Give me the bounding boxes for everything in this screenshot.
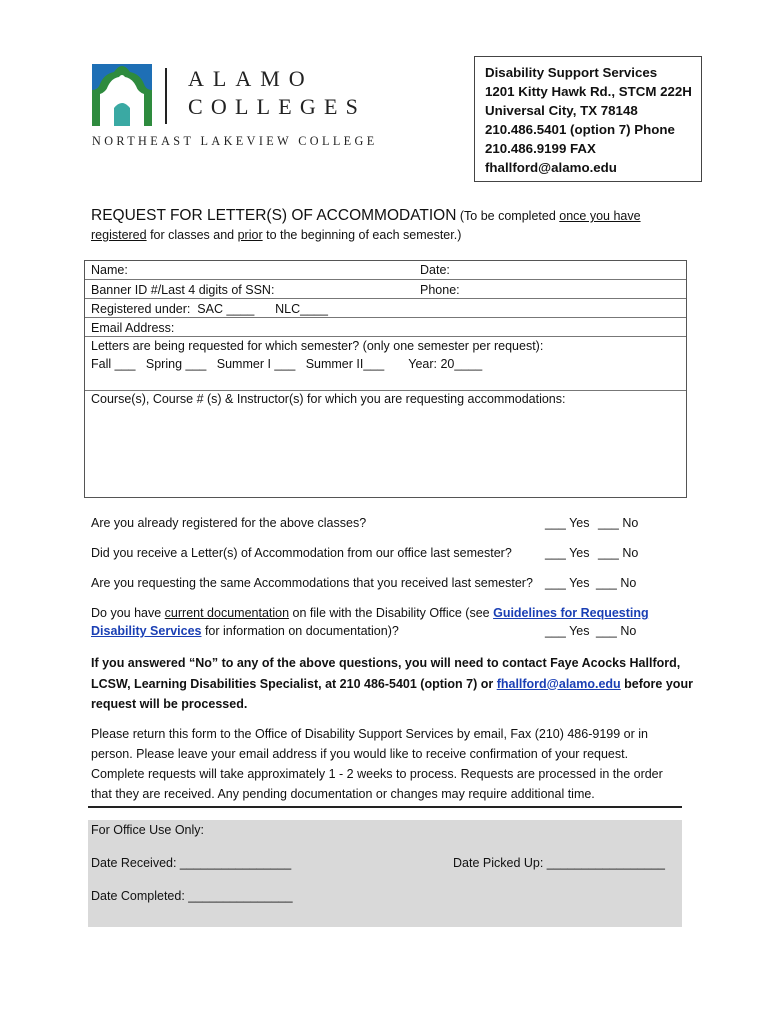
office-use-box bbox=[88, 820, 682, 927]
notice-line1: If you answered “No” to any of the above questions, you will need to contact Faye Acocks Hallford, bbox=[91, 656, 681, 670]
title-u1: once you have bbox=[559, 209, 641, 223]
semester-question: Letters are being requested for which semester? (only one semester per request): bbox=[91, 339, 544, 353]
instructions-paragraph bbox=[91, 724, 691, 804]
contact-address1: 1201 Kitty Hawk Rd., STCM 222H bbox=[485, 84, 692, 99]
contact-email: fhallford@alamo.edu bbox=[485, 160, 617, 175]
banner-id-field[interactable]: Banner ID #/Last 4 digits of SSN: bbox=[91, 283, 275, 297]
notice-line2 bbox=[91, 674, 691, 695]
notice-paragraph bbox=[91, 653, 691, 715]
alamo-colleges-logo bbox=[92, 64, 392, 154]
question-documentation-line2 bbox=[91, 624, 399, 638]
separator-line bbox=[88, 806, 682, 808]
title-p1: (To be completed bbox=[456, 209, 560, 223]
q4-p3: for information on documentation)? bbox=[201, 624, 399, 638]
title-p4: to the beginning of each semester.) bbox=[262, 228, 462, 242]
semester-options[interactable]: Fall ___ Spring ___ Summer I ___ Summer II___ Year: 20____ bbox=[91, 357, 483, 371]
registered-under-field[interactable]: Registered under: SAC ____ NLC____ bbox=[91, 302, 328, 316]
date-field[interactable]: Date: bbox=[420, 263, 450, 277]
instructions-line4: that they are received. Any pending documentation or changes may require additional time. bbox=[91, 787, 595, 801]
notice-line2a: LCSW, Learning Disabilities Specialist, at 210 486-5401 (option 7) or bbox=[91, 676, 497, 691]
question-same-accommodations: Are you requesting the same Accommodations that you received last semester? bbox=[91, 576, 533, 590]
form-title bbox=[91, 206, 691, 245]
logo-name-alamo: ALAMO bbox=[188, 66, 314, 91]
row-name-date bbox=[85, 261, 686, 280]
date-completed-field[interactable]: Date Completed: _______________ bbox=[91, 889, 293, 903]
contact-box bbox=[474, 56, 702, 182]
notice-line3: request will be processed. bbox=[91, 697, 248, 711]
question-documentation-no[interactable]: ___ No bbox=[596, 624, 637, 638]
disability-services-link[interactable]: Disability Services bbox=[91, 624, 202, 638]
phone-field[interactable]: Phone: bbox=[420, 283, 460, 297]
q4-current-documentation: current documentation bbox=[164, 606, 290, 620]
contact-address2: Universal City, TX 78148 bbox=[485, 103, 638, 118]
q4-p1: Do you have bbox=[91, 606, 165, 620]
question-documentation bbox=[91, 606, 649, 620]
instructions-line3: Complete requests will take approximately 1 - 2 weeks to process. Requests are processed in the order bbox=[91, 767, 663, 781]
contact-office: Disability Support Services bbox=[485, 65, 658, 80]
date-picked-up-field[interactable]: Date Picked Up: _________________ bbox=[453, 856, 665, 870]
row-email bbox=[85, 318, 686, 337]
title-p3: for classes and bbox=[146, 228, 238, 242]
question-same-accommodations-no[interactable]: ___ No bbox=[596, 576, 637, 590]
question-registered-no[interactable]: ___ No bbox=[598, 516, 639, 530]
email-field[interactable]: Email Address: bbox=[91, 321, 175, 335]
question-documentation-yes[interactable]: ___ Yes bbox=[545, 624, 590, 638]
title-main: REQUEST FOR LETTER(S) OF ACCOMMODATION bbox=[91, 207, 457, 224]
q4-p2: on file with the Disability Office (see bbox=[289, 606, 494, 620]
question-received-letter: Did you receive a Letter(s) of Accommodation from our office last semester? bbox=[91, 546, 512, 560]
logo-divider bbox=[165, 68, 167, 124]
alamo-mission-logo-icon bbox=[92, 64, 152, 126]
question-same-accommodations-yes[interactable]: ___ Yes bbox=[545, 576, 590, 590]
student-info-table bbox=[84, 260, 687, 498]
name-field[interactable]: Name: bbox=[91, 263, 128, 277]
guidelines-link[interactable]: Guidelines for Requesting bbox=[493, 606, 649, 620]
title-u2: registered bbox=[91, 228, 147, 242]
contact-fax: 210.486.9199 FAX bbox=[485, 141, 596, 156]
logo-name-colleges: COLLEGES bbox=[188, 94, 367, 119]
question-registered-yes[interactable]: ___ Yes bbox=[545, 516, 590, 530]
notice-email-link[interactable]: fhallford@alamo.edu bbox=[496, 676, 621, 691]
logo-college-name: NORTHEAST LAKEVIEW COLLEGE bbox=[92, 134, 378, 148]
question-received-letter-no[interactable]: ___ No bbox=[598, 546, 639, 560]
question-registered: Are you already registered for the above classes? bbox=[91, 516, 367, 530]
courses-field[interactable]: Course(s), Course # (s) & Instructor(s) for which you are requesting accommodations: bbox=[91, 392, 566, 406]
instructions-line2: person. Please leave your email address if you would like to receive confirmation of your request. bbox=[91, 747, 629, 761]
notice-line2b: before your bbox=[620, 676, 693, 691]
date-received-field[interactable]: Date Received: ________________ bbox=[91, 856, 292, 870]
office-use-title: For Office Use Only: bbox=[91, 823, 204, 837]
title-u3: prior bbox=[237, 228, 263, 242]
question-received-letter-yes[interactable]: ___ Yes bbox=[545, 546, 590, 560]
instructions-line1: Please return this form to the Office of Disability Support Services by email, Fax (210) 486-9199 or in bbox=[91, 727, 648, 741]
contact-phone: 210.486.5401 (option 7) Phone bbox=[485, 122, 675, 137]
